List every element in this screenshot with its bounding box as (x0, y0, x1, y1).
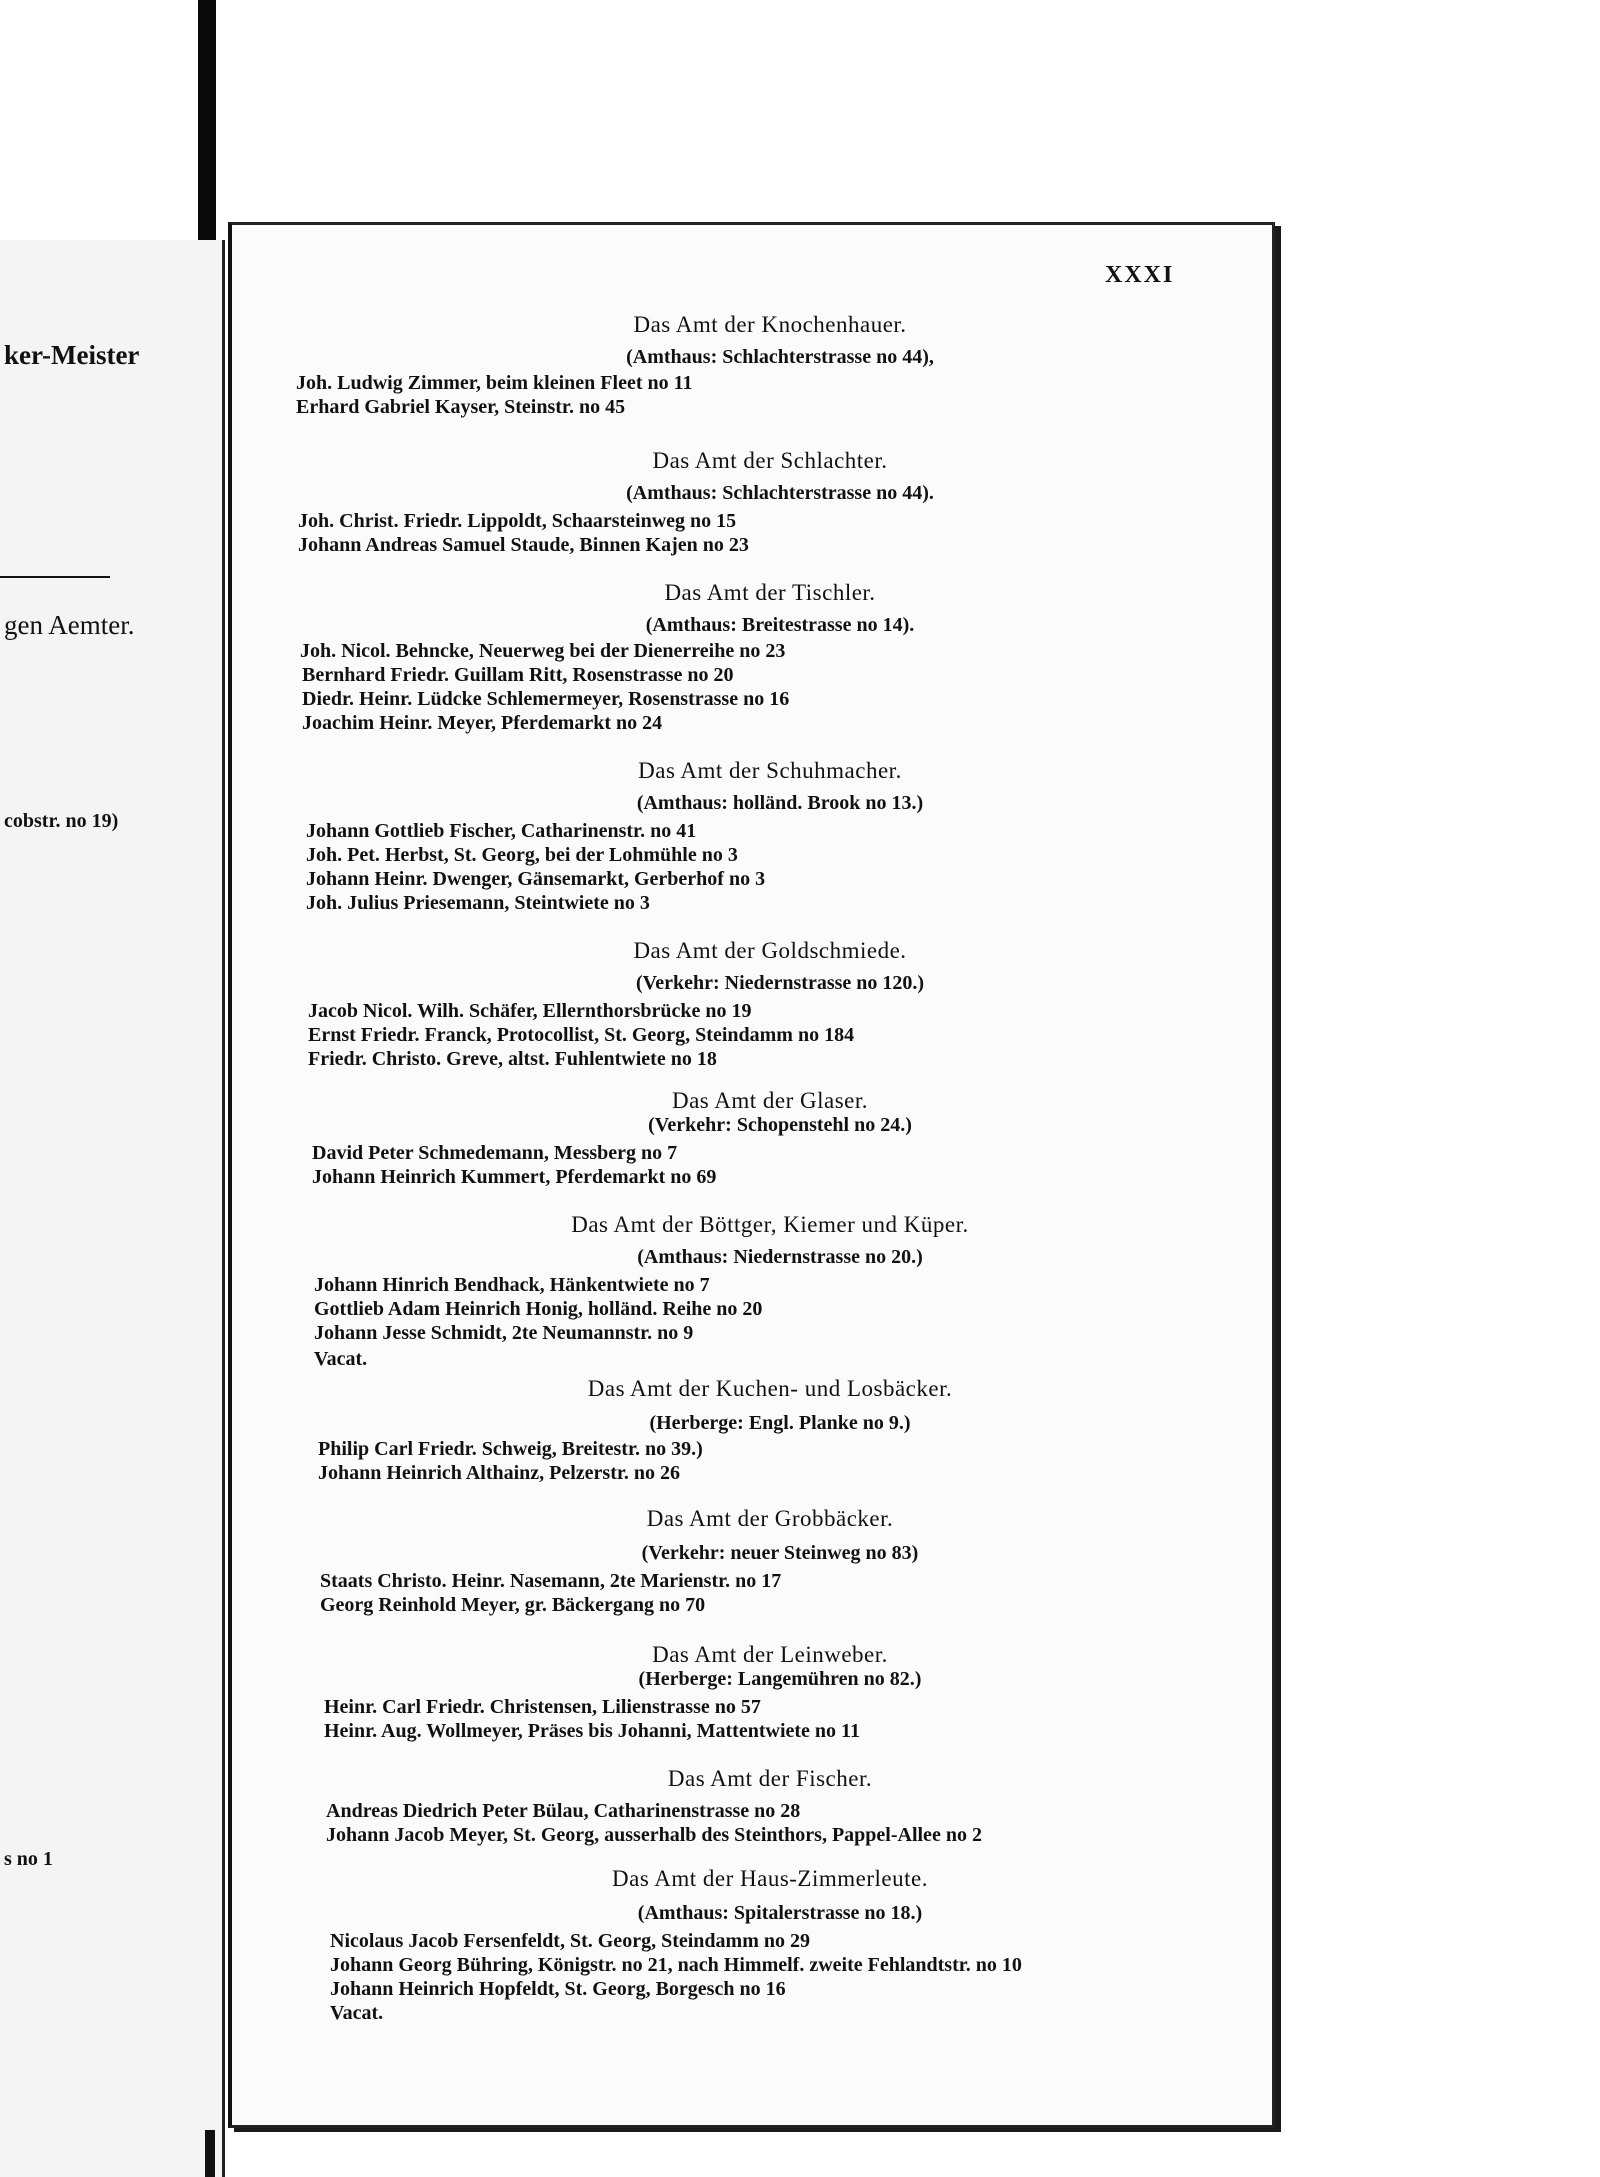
guild-member: Joh. Ludwig Zimmer, beim kleinen Fleet no 11 (296, 372, 693, 394)
guild-member: Staats Christo. Heinr. Nasemann, 2te Marienstr. no 17 (320, 1570, 782, 1592)
binding-strip-bottom (205, 2130, 215, 2177)
guild-location: (Amthaus: Schlachterstrasse no 44), (626, 346, 934, 368)
left-fragment-heading: ker-Meister (4, 340, 140, 370)
guild-heading: Das Amt der Knochenhauer. (633, 312, 907, 337)
guild-heading: Das Amt der Böttger, Kiemer und Küper. (571, 1212, 969, 1237)
guild-heading: Das Amt der Haus-Zimmerleute. (612, 1866, 928, 1891)
guild-member: Georg Reinhold Meyer, gr. Bäckergang no 70 (320, 1594, 706, 1616)
guild-member: Johann Georg Bühring, Königstr. no 21, nach Himmelf. zweite Fehlandtstr. no 10 (330, 1954, 1022, 1976)
guild-member: Johann Jacob Meyer, St. Georg, ausserhalb des Steinthors, Pappel-Allee no 2 (326, 1824, 982, 1846)
guild-location: (Verkehr: Niedernstrasse no 120.) (635, 972, 925, 994)
guild-heading: Das Amt der Tischler. (664, 580, 876, 605)
guild-heading: Das Amt der Goldschmiede. (633, 938, 907, 963)
guild-member: Joh. Pet. Herbst, St. Georg, bei der Lohmühle no 3 (306, 844, 738, 866)
guild-heading: Das Amt der Glaser. (671, 1088, 868, 1113)
guild-heading: Das Amt der Kuchen- und Losbäcker. (587, 1376, 953, 1401)
guild-location: (Amthaus: Niedernstrasse no 20.) (637, 1246, 923, 1268)
guild-member: Johann Jesse Schmidt, 2te Neumannstr. no 9 (314, 1322, 694, 1344)
guild-location: (Herberge: Engl. Planke no 9.) (649, 1412, 911, 1434)
guild-member: Joachim Heinr. Meyer, Pferdemarkt no 24 (302, 712, 663, 734)
guild-member: Diedr. Heinr. Lüdcke Schlemermeyer, Rosenstrasse no 16 (302, 688, 790, 710)
guild-member: Ernst Friedr. Franck, Protocollist, St. Georg, Steindamm no 184 (308, 1024, 855, 1046)
guild-member: Nicolaus Jacob Fersenfeldt, St. Georg, Steindamm no 29 (330, 1930, 810, 1952)
left-fragment-subheading: gen Aemter. (4, 610, 135, 640)
guild-location: (Amthaus: Breitestrasse no 14). (645, 614, 915, 636)
guild-member: Johann Heinrich Althainz, Pelzerstr. no 26 (318, 1462, 681, 1484)
guild-member: Johann Heinrich Hopfeldt, St. Georg, Borgesch no 16 (330, 1978, 786, 2000)
guild-heading: Das Amt der Leinweber. (652, 1642, 888, 1667)
guild-member: Heinr. Carl Friedr. Christensen, Lilienstrasse no 57 (324, 1696, 761, 1718)
guild-member: Friedr. Christo. Greve, altst. Fuhlentwiete no 18 (308, 1048, 717, 1070)
guild-location: (Verkehr: Schopenstehl no 24.) (648, 1114, 912, 1136)
guild-member: Erhard Gabriel Kayser, Steinstr. no 45 (296, 396, 626, 418)
guild-member: Vacat. (314, 1348, 368, 1370)
guild-member: Jacob Nicol. Wilh. Schäfer, Ellernthorsbrücke no 19 (308, 1000, 752, 1022)
guild-heading: Das Amt der Grobbäcker. (646, 1506, 894, 1531)
guild-member: Joh. Christ. Friedr. Lippoldt, Schaarsteinweg no 15 (298, 510, 737, 532)
guild-location: (Amthaus: holländ. Brook no 13.) (636, 792, 924, 814)
guild-member: Bernhard Friedr. Guillam Ritt, Rosenstrasse no 20 (302, 664, 734, 686)
guild-location: (Amthaus: Spitalerstrasse no 18.) (637, 1902, 923, 1924)
guild-heading: Das Amt der Schlachter. (652, 448, 888, 473)
left-fragment-address: cobstr. no 19) (4, 810, 119, 832)
guild-member: Joh. Nicol. Behncke, Neuerweg bei der Dienerreihe no 23 (300, 640, 786, 662)
guild-member: David Peter Schmedemann, Messberg no 7 (312, 1142, 678, 1164)
guild-location: (Herberge: Langemühren no 82.) (638, 1668, 922, 1690)
guild-member: Johann Hinrich Bendhack, Hänkentwiete no 7 (314, 1274, 710, 1296)
guild-location: (Amthaus: Schlachterstrasse no 44). (626, 482, 934, 504)
guild-member: Philip Carl Friedr. Schweig, Breitestr. no 39.) (318, 1438, 703, 1460)
guild-heading: Das Amt der Schuhmacher. (638, 758, 902, 783)
guild-location: (Verkehr: neuer Steinweg no 83) (641, 1542, 919, 1564)
guild-member: Johann Andreas Samuel Staude, Binnen Kajen no 23 (298, 534, 749, 556)
guild-member: Gottlieb Adam Heinrich Honig, holländ. Reihe no 20 (314, 1298, 763, 1320)
guild-member: Heinr. Aug. Wollmeyer, Präses bis Johanni, Mattentwiete no 11 (324, 1720, 860, 1742)
guild-heading: Das Amt der Fischer. (667, 1766, 873, 1791)
guild-member: Johann Heinrich Kummert, Pferdemarkt no 69 (312, 1166, 717, 1188)
guild-member: Andreas Diedrich Peter Bülau, Catharinenstrasse no 28 (326, 1800, 801, 1822)
left-fragment-address-2: s no 1 (4, 1848, 53, 1870)
guild-member: Johann Gottlieb Fischer, Catharinenstr. no 41 (306, 820, 697, 842)
guild-member: Johann Heinr. Dwenger, Gänsemarkt, Gerberhof no 3 (306, 868, 766, 890)
guild-member: Joh. Julius Priesemann, Steintwiete no 3 (306, 892, 650, 914)
guild-member: Vacat. (330, 2002, 384, 2024)
page-number: XXXI (1105, 262, 1175, 288)
